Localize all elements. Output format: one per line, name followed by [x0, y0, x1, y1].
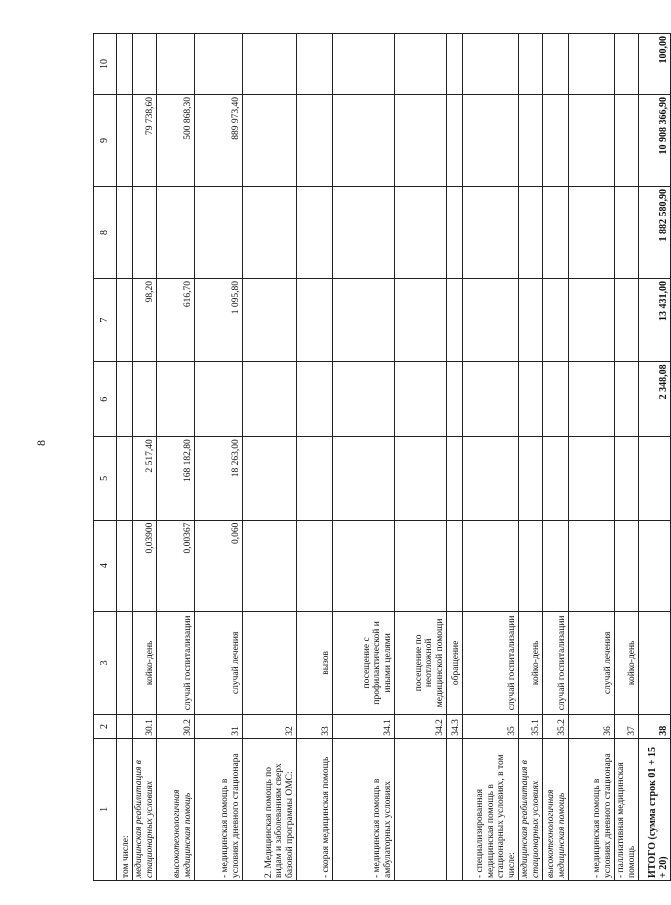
column-header: 1 [94, 738, 117, 880]
cell-col2 [117, 715, 133, 739]
cell-col7 [543, 278, 569, 361]
cell-col6 [157, 362, 195, 437]
cell-col6: 2 348,08 [639, 362, 671, 437]
cell-col4 [333, 520, 395, 611]
cell-col9 [543, 95, 569, 187]
cell-col9: 79 738,60 [133, 95, 157, 187]
table-row [133, 34, 157, 881]
cell-col8 [333, 186, 395, 278]
cell-col7: 13 431,00 [639, 278, 671, 361]
cell-col6 [615, 362, 639, 437]
cell-col5 [463, 437, 519, 520]
cell-col4: 0,060 [195, 520, 243, 611]
cell-col8: 1 882 580,90 [639, 186, 671, 278]
cell-col9 [569, 95, 615, 187]
cell-col4 [543, 520, 569, 611]
cell-col10 [463, 34, 519, 95]
cell-col3: койко-день [133, 611, 157, 715]
cell-col8 [519, 186, 543, 278]
cell-col1: высокотехнологичная медицинская помощь [543, 738, 569, 880]
cell-col8 [117, 186, 133, 278]
cell-col6 [133, 362, 157, 437]
cell-col1: медицинская реабилитация в стационарных условиях [519, 738, 543, 880]
cell-col10 [543, 34, 569, 95]
header-row [94, 34, 117, 881]
table-row [615, 34, 639, 881]
cell-col3: посещение по неотложной медицинской помощи [395, 611, 447, 715]
cell-col7 [569, 278, 615, 361]
table-row [463, 34, 519, 881]
cell-col4 [569, 520, 615, 611]
cell-col7: 98,20 [133, 278, 157, 361]
cell-col4 [639, 520, 671, 611]
cell-col1: - медицинская помощь в условиях дневного стационара [195, 738, 243, 880]
column-header: 7 [94, 278, 117, 361]
cell-col5 [447, 437, 463, 520]
cell-col10 [615, 34, 639, 95]
cell-col4: 0,03900 [133, 520, 157, 611]
cell-col8 [463, 186, 519, 278]
table-row [117, 34, 133, 881]
cell-col3: случай госпитализации [463, 611, 519, 715]
cell-col10 [447, 34, 463, 95]
cell-col10 [569, 34, 615, 95]
table-row [447, 34, 463, 881]
table-row [519, 34, 543, 881]
cell-col2: 38 [639, 715, 671, 739]
table-row [195, 34, 243, 881]
cell-col9 [519, 95, 543, 187]
cell-col1: ИТОГО (сумма строк 01 + 15 + 20) [639, 738, 671, 880]
cell-col3: случай госпитализации [157, 611, 195, 715]
cell-col4 [297, 520, 333, 611]
cell-col3: обращение [447, 611, 463, 715]
cell-col7: 616,70 [157, 278, 195, 361]
cell-col10 [297, 34, 333, 95]
table-row [569, 34, 615, 881]
cell-col4 [463, 520, 519, 611]
cell-col8 [569, 186, 615, 278]
cell-col5: 18 263,00 [195, 437, 243, 520]
cell-col9 [297, 95, 333, 187]
cell-col8 [157, 186, 195, 278]
cell-col6 [117, 362, 133, 437]
column-header: 5 [94, 437, 117, 520]
column-header: 6 [94, 362, 117, 437]
cell-col7 [447, 278, 463, 361]
cell-col6 [333, 362, 395, 437]
cell-col5 [117, 437, 133, 520]
cell-col10 [157, 34, 195, 95]
cell-col2: 32 [243, 715, 297, 739]
cell-col2: 34.1 [333, 715, 395, 739]
cell-col1: 2. Медицинская помощь по видам и заболеваниям сверх базовой программы ОМС: [243, 738, 297, 880]
table-row [543, 34, 569, 881]
cell-col5 [639, 437, 671, 520]
cell-col1: высокотехнологичная медицинская помощь [157, 738, 195, 880]
cell-col3: койко-день [615, 611, 639, 715]
cell-col2: 30.1 [133, 715, 157, 739]
cell-col3: посещение с профилактической и иными целями [333, 611, 395, 715]
cell-col4 [117, 520, 133, 611]
cell-col3 [243, 611, 297, 715]
cell-col10 [333, 34, 395, 95]
column-header: 9 [94, 95, 117, 187]
cell-col3: вызов [297, 611, 333, 715]
cell-col2: 30.2 [157, 715, 195, 739]
cell-col2: 35.1 [519, 715, 543, 739]
cell-col10 [395, 34, 447, 95]
cell-col2: 34.2 [395, 715, 447, 739]
cell-col1: - специализированная медицинская помощь в стационарных условиях, в том числе: [463, 738, 519, 880]
cell-col7: 1 095,80 [195, 278, 243, 361]
cell-col1: медицинская реабилитация в стационарных условиях [133, 738, 157, 880]
cell-col6 [463, 362, 519, 437]
cell-col6 [519, 362, 543, 437]
cell-col5 [543, 437, 569, 520]
cell-col6 [543, 362, 569, 437]
cell-col7 [297, 278, 333, 361]
cell-col6 [395, 362, 447, 437]
cell-col8 [195, 186, 243, 278]
cell-col9 [333, 95, 395, 187]
cell-col8 [615, 186, 639, 278]
cell-col3 [117, 611, 133, 715]
cell-col9 [463, 95, 519, 187]
cell-col5 [297, 437, 333, 520]
cell-col6 [297, 362, 333, 437]
cell-col2: 31 [195, 715, 243, 739]
cell-col1: - медицинская помощь в амбулаторных условиях [333, 738, 395, 880]
cell-col10 [133, 34, 157, 95]
cell-col7 [519, 278, 543, 361]
cell-col8 [447, 186, 463, 278]
table-row [157, 34, 195, 881]
cell-col2: 35.2 [543, 715, 569, 739]
table-row [243, 34, 297, 881]
column-header: 8 [94, 186, 117, 278]
cell-col1 [395, 738, 447, 880]
cell-col5 [569, 437, 615, 520]
cell-col5: 2 517,40 [133, 437, 157, 520]
cell-col8 [395, 186, 447, 278]
cell-col5 [243, 437, 297, 520]
table-row [395, 34, 447, 881]
cell-col8 [297, 186, 333, 278]
cell-col2: 36 [569, 715, 615, 739]
cell-col1: - медицинская помощь в условиях дневного стационара [569, 738, 615, 880]
cell-col10 [243, 34, 297, 95]
cell-col3: случай лечения [569, 611, 615, 715]
cell-col3: случай лечения [195, 611, 243, 715]
cell-col4 [447, 520, 463, 611]
page-number: 8 [34, 440, 48, 446]
cell-col5 [615, 437, 639, 520]
cell-col8 [133, 186, 157, 278]
column-header: 2 [94, 715, 117, 739]
cell-col4 [615, 520, 639, 611]
cell-col2: 34.3 [447, 715, 463, 739]
cell-col2: 35 [463, 715, 519, 739]
cell-col5 [519, 437, 543, 520]
cell-col10: 100,00 [639, 34, 671, 95]
cell-col6 [195, 362, 243, 437]
cell-col7 [395, 278, 447, 361]
cell-col8 [543, 186, 569, 278]
cell-col4 [395, 520, 447, 611]
cell-col9: 500 868,30 [157, 95, 195, 187]
cell-col10 [519, 34, 543, 95]
table-row [333, 34, 395, 881]
total-row [639, 34, 671, 881]
cell-col10 [117, 34, 133, 95]
column-header: 10 [94, 34, 117, 95]
cell-col1: том числе: [117, 738, 133, 880]
table-row [297, 34, 333, 881]
cell-col6 [447, 362, 463, 437]
cell-col7 [463, 278, 519, 361]
cell-col3: случай госпитализации [543, 611, 569, 715]
cell-col3 [639, 611, 671, 715]
column-header: 3 [94, 611, 117, 715]
cell-col5 [395, 437, 447, 520]
cell-col4 [243, 520, 297, 611]
cell-col5 [333, 437, 395, 520]
cell-col7 [117, 278, 133, 361]
cell-col2: 33 [297, 715, 333, 739]
cell-col6 [243, 362, 297, 437]
cell-col4: 0,00367 [157, 520, 195, 611]
cell-col5: 168 182,80 [157, 437, 195, 520]
cell-col1: - скорая медицинская помощь [297, 738, 333, 880]
rotated-table-wrapper [93, 33, 671, 881]
cell-col10 [195, 34, 243, 95]
cell-col9 [243, 95, 297, 187]
cell-col9: 889 973,40 [195, 95, 243, 187]
cell-col1: - паллиативная медицинская помощь [615, 738, 639, 880]
cell-col4 [519, 520, 543, 611]
cell-col9: 10 908 366,90 [639, 95, 671, 187]
column-header: 4 [94, 520, 117, 611]
cell-col9 [447, 95, 463, 187]
cell-col9 [117, 95, 133, 187]
cell-col8 [243, 186, 297, 278]
cell-col2: 37 [615, 715, 639, 739]
cell-col7 [333, 278, 395, 361]
cell-col7 [243, 278, 297, 361]
financial-table [93, 33, 671, 881]
cell-col7 [615, 278, 639, 361]
cell-col6 [569, 362, 615, 437]
cell-col9 [395, 95, 447, 187]
cell-col9 [615, 95, 639, 187]
cell-col1 [447, 738, 463, 880]
cell-col3: койко-день [519, 611, 543, 715]
